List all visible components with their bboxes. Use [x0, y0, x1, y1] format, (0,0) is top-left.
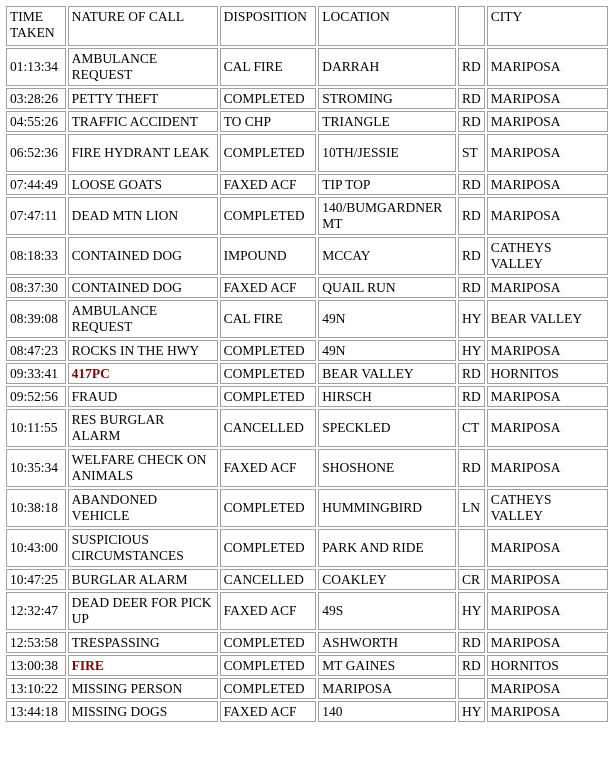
- cell-city: CATHEYS VALLEY: [487, 237, 608, 275]
- table-row: [6, 340, 608, 361]
- cell-street-suffix: HY: [458, 592, 485, 630]
- cell-time-taken: 10:47:25: [6, 569, 66, 590]
- cell-nature-of-call: ROCKS IN THE HWY: [68, 340, 218, 361]
- cell-street-suffix: RD: [458, 632, 485, 653]
- cell-time-taken: 10:35:34: [6, 449, 66, 487]
- cell-disposition: IMPOUND: [220, 237, 317, 275]
- cell-nature-of-call: FRAUD: [68, 386, 218, 407]
- cell-city: MARIPOSA: [487, 111, 608, 132]
- cell-street-suffix: RD: [458, 237, 485, 275]
- header-row: [6, 6, 608, 46]
- cell-time-taken: 12:53:58: [6, 632, 66, 653]
- cell-location: SPECKLED: [318, 409, 456, 447]
- cell-disposition: FAXED ACF: [220, 701, 317, 722]
- cell-time-taken: 03:28:26: [6, 88, 66, 109]
- cell-time-taken: 07:44:49: [6, 174, 66, 195]
- cell-location: 10TH/JESSIE: [318, 134, 456, 172]
- cell-city: MARIPOSA: [487, 678, 608, 699]
- cell-street-suffix: RD: [458, 655, 485, 676]
- cell-location: SHOSHONE: [318, 449, 456, 487]
- cell-city: MARIPOSA: [487, 386, 608, 407]
- cell-location: 49N: [318, 340, 456, 361]
- cell-street-suffix: ST: [458, 134, 485, 172]
- cell-disposition: CANCELLED: [220, 569, 317, 590]
- cell-city: CATHEYS VALLEY: [487, 489, 608, 527]
- cell-disposition: FAXED ACF: [220, 449, 317, 487]
- cell-time-taken: 10:38:18: [6, 489, 66, 527]
- table-row: [6, 237, 608, 275]
- cell-street-suffix: RD: [458, 174, 485, 195]
- cell-location: MCCAY: [318, 237, 456, 275]
- cell-time-taken: 13:44:18: [6, 701, 66, 722]
- cell-time-taken: 04:55:26: [6, 111, 66, 132]
- cell-time-taken: 07:47:11: [6, 197, 66, 235]
- cell-time-taken: 08:37:30: [6, 277, 66, 298]
- header-city: CITY: [487, 6, 608, 46]
- cell-nature-of-call: DEAD MTN LION: [68, 197, 218, 235]
- cell-time-taken: 06:52:36: [6, 134, 66, 172]
- cell-nature-of-call: MISSING PERSON: [68, 678, 218, 699]
- cell-disposition: COMPLETED: [220, 489, 317, 527]
- cell-location: MARIPOSA: [318, 678, 456, 699]
- cell-city: BEAR VALLEY: [487, 300, 608, 338]
- cell-nature-of-call: RES BURGLAR ALARM: [68, 409, 218, 447]
- cell-nature-of-call: LOOSE GOATS: [68, 174, 218, 195]
- cell-location: 140: [318, 701, 456, 722]
- table-row: [6, 300, 608, 338]
- header-time-taken: TIME TAKEN: [6, 6, 66, 46]
- table-row: [6, 655, 608, 676]
- cell-street-suffix: RD: [458, 197, 485, 235]
- table-row: [6, 489, 608, 527]
- table-row: [6, 88, 608, 109]
- cell-nature-of-call: ABANDONED VEHICLE: [68, 489, 218, 527]
- cell-street-suffix: LN: [458, 489, 485, 527]
- cell-city: MARIPOSA: [487, 48, 608, 86]
- cell-disposition: COMPLETED: [220, 197, 317, 235]
- cell-nature-of-call: TRAFFIC ACCIDENT: [68, 111, 218, 132]
- table-row: [6, 174, 608, 195]
- table-row: [6, 386, 608, 407]
- cell-street-suffix: [458, 678, 485, 699]
- cell-location: HUMMINGBIRD: [318, 489, 456, 527]
- cell-disposition: FAXED ACF: [220, 174, 317, 195]
- cell-street-suffix: RD: [458, 363, 485, 384]
- cell-disposition: FAXED ACF: [220, 592, 317, 630]
- call-log-table: [4, 4, 610, 724]
- cell-disposition: COMPLETED: [220, 340, 317, 361]
- cell-nature-of-call: FIRE: [68, 655, 218, 676]
- cell-nature-of-call: CONTAINED DOG: [68, 237, 218, 275]
- cell-street-suffix: RD: [458, 88, 485, 109]
- cell-city: MARIPOSA: [487, 632, 608, 653]
- cell-location: MT GAINES: [318, 655, 456, 676]
- cell-location: 49N: [318, 300, 456, 338]
- cell-location: BEAR VALLEY: [318, 363, 456, 384]
- cell-location: DARRAH: [318, 48, 456, 86]
- header-location: LOCATION: [318, 6, 456, 46]
- cell-street-suffix: RD: [458, 277, 485, 298]
- table-row: [6, 409, 608, 447]
- call-log-rows: [6, 48, 608, 722]
- cell-time-taken: 10:11:55: [6, 409, 66, 447]
- cell-location: COAKLEY: [318, 569, 456, 590]
- cell-location: ASHWORTH: [318, 632, 456, 653]
- cell-street-suffix: CR: [458, 569, 485, 590]
- cell-nature-of-call: DEAD DEER FOR PICK UP: [68, 592, 218, 630]
- cell-nature-of-call: AMBULANCE REQUEST: [68, 48, 218, 86]
- cell-disposition: COMPLETED: [220, 88, 317, 109]
- cell-disposition: COMPLETED: [220, 678, 317, 699]
- table-row: [6, 529, 608, 567]
- cell-city: MARIPOSA: [487, 529, 608, 567]
- cell-disposition: TO CHP: [220, 111, 317, 132]
- cell-nature-of-call: BURGLAR ALARM: [68, 569, 218, 590]
- cell-city: HORNITOS: [487, 363, 608, 384]
- cell-city: MARIPOSA: [487, 409, 608, 447]
- cell-street-suffix: HY: [458, 340, 485, 361]
- cell-time-taken: 08:39:08: [6, 300, 66, 338]
- cell-time-taken: 13:10:22: [6, 678, 66, 699]
- cell-location: 140/BUMGARDNER MT: [318, 197, 456, 235]
- cell-time-taken: 13:00:38: [6, 655, 66, 676]
- cell-disposition: CANCELLED: [220, 409, 317, 447]
- cell-street-suffix: RD: [458, 111, 485, 132]
- cell-disposition: COMPLETED: [220, 363, 317, 384]
- cell-street-suffix: RD: [458, 449, 485, 487]
- cell-street-suffix: [458, 529, 485, 567]
- cell-city: MARIPOSA: [487, 569, 608, 590]
- table-row: [6, 277, 608, 298]
- cell-nature-of-call: AMBULANCE REQUEST: [68, 300, 218, 338]
- cell-disposition: CAL FIRE: [220, 300, 317, 338]
- cell-city: MARIPOSA: [487, 174, 608, 195]
- cell-location: TRIANGLE: [318, 111, 456, 132]
- cell-time-taken: 10:43:00: [6, 529, 66, 567]
- cell-time-taken: 12:32:47: [6, 592, 66, 630]
- cell-disposition: CAL FIRE: [220, 48, 317, 86]
- table-row: [6, 134, 608, 172]
- cell-nature-of-call: PETTY THEFT: [68, 88, 218, 109]
- header-nature-of-call: NATURE OF CALL: [68, 6, 218, 46]
- cell-nature-of-call: 417PC: [68, 363, 218, 384]
- cell-nature-of-call: TRESPASSING: [68, 632, 218, 653]
- cell-city: MARIPOSA: [487, 88, 608, 109]
- cell-disposition: COMPLETED: [220, 632, 317, 653]
- cell-time-taken: 08:47:23: [6, 340, 66, 361]
- cell-city: MARIPOSA: [487, 340, 608, 361]
- cell-location: HIRSCH: [318, 386, 456, 407]
- cell-city: MARIPOSA: [487, 134, 608, 172]
- cell-city: MARIPOSA: [487, 449, 608, 487]
- cell-city: HORNITOS: [487, 655, 608, 676]
- cell-disposition: COMPLETED: [220, 386, 317, 407]
- cell-street-suffix: RD: [458, 386, 485, 407]
- cell-street-suffix: HY: [458, 701, 485, 722]
- table-row: [6, 48, 608, 86]
- cell-time-taken: 01:13:34: [6, 48, 66, 86]
- cell-disposition: COMPLETED: [220, 134, 317, 172]
- cell-nature-of-call: FIRE HYDRANT LEAK: [68, 134, 218, 172]
- cell-location: TIP TOP: [318, 174, 456, 195]
- cell-street-suffix: HY: [458, 300, 485, 338]
- table-row: [6, 449, 608, 487]
- cell-disposition: COMPLETED: [220, 529, 317, 567]
- cell-nature-of-call: MISSING DOGS: [68, 701, 218, 722]
- table-row: [6, 111, 608, 132]
- cell-location: 49S: [318, 592, 456, 630]
- cell-city: MARIPOSA: [487, 197, 608, 235]
- table-row: [6, 632, 608, 653]
- table-row: [6, 197, 608, 235]
- header-street-suffix: [458, 6, 485, 46]
- cell-city: MARIPOSA: [487, 592, 608, 630]
- table-row: [6, 592, 608, 630]
- cell-disposition: FAXED ACF: [220, 277, 317, 298]
- cell-time-taken: 09:33:41: [6, 363, 66, 384]
- cell-location: QUAIL RUN: [318, 277, 456, 298]
- cell-time-taken: 09:52:56: [6, 386, 66, 407]
- cell-location: STROMING: [318, 88, 456, 109]
- cell-time-taken: 08:18:33: [6, 237, 66, 275]
- cell-location: PARK AND RIDE: [318, 529, 456, 567]
- table-row: [6, 363, 608, 384]
- cell-city: MARIPOSA: [487, 701, 608, 722]
- cell-street-suffix: CT: [458, 409, 485, 447]
- cell-nature-of-call: CONTAINED DOG: [68, 277, 218, 298]
- cell-nature-of-call: WELFARE CHECK ON ANIMALS: [68, 449, 218, 487]
- cell-city: MARIPOSA: [487, 277, 608, 298]
- cell-nature-of-call: SUSPICIOUS CIRCUMSTANCES: [68, 529, 218, 567]
- cell-disposition: COMPLETED: [220, 655, 317, 676]
- table-row: [6, 569, 608, 590]
- header-disposition: DISPOSITION: [220, 6, 317, 46]
- cell-street-suffix: RD: [458, 48, 485, 86]
- table-row: [6, 678, 608, 699]
- table-row: [6, 701, 608, 722]
